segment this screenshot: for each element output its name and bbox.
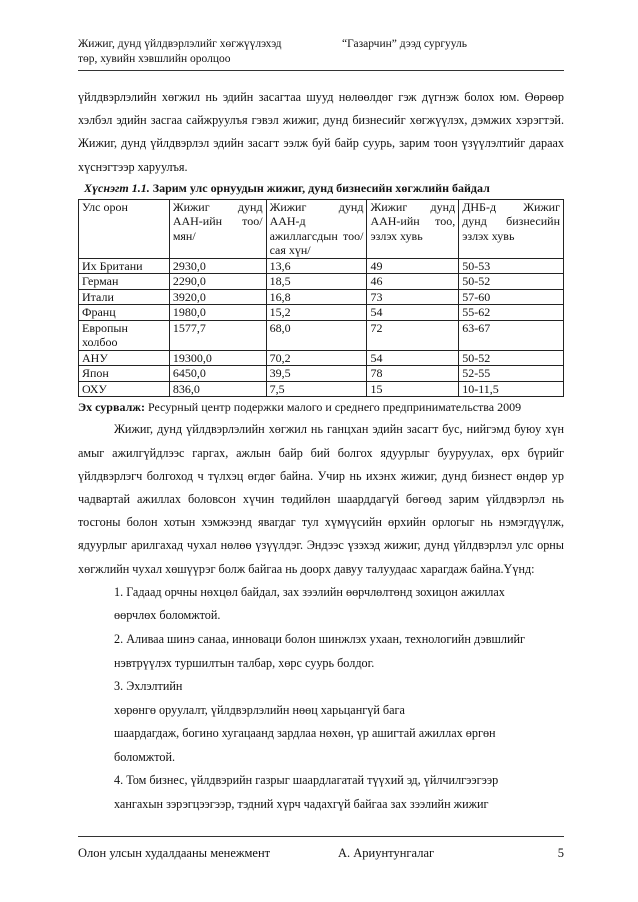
list-line: нэвтрүүлэх туршилтын талбар, хөрс суурь болдог. (114, 655, 375, 670)
body-paragraph: Жижиг, дунд үйлдвэрлэлийн хөгжил нь ганцхан эдийн засагт бус, нийгэмд буюу хүн амыг ажилгүйдлээс гаргах, ажлын байр бий болгох ядуурлыг бууруулах, өрх бүрийг үйлдвэрлэгч болгоход ч түлхэц өгдөг байна. Учир нь ихэнх жижиг, дунд бизнест өндөр ур чадвартай ажиллах боловсон хүчин төдийлөн шаарддагүй бөгөөд зарим үйлдвэрлэл нь тосгоны болон хотын хэмжээнд явагдаг тул хүмүүсийн өрхийн орлогыг нь нэмэгдүүлж, ядуурлыг арилгахад чухал нөлөө үзүүлдэг. Эндээс үзэхэд жижиг, дунд үйлдвэрлэл улс орны хөгжлийн чухал хөшүүрэг болж байгаа нь доорх давуу талуудаас харагдаж байна.Үүнд: (78, 422, 564, 576)
list-line: 1. Гадаад орчны нөхцөл байдал, зах зээлийн өөрчлөлтөнд зохицон ажиллах (114, 584, 505, 599)
table-row (79, 274, 564, 290)
table-row (79, 381, 564, 397)
page-content (78, 86, 564, 817)
header-left (78, 37, 348, 67)
header-left-line2: төр, хувийн хэвшлийн оролцоо (78, 53, 231, 65)
source-label: Эх сурвалж: (78, 400, 145, 415)
table-cell: 836,0 (169, 381, 266, 397)
source-text: Ресурный центр подержки малого и среднего предпринимательства 2009 (145, 400, 522, 415)
footer-author: А. Ариунтунгалаг (338, 846, 435, 860)
table-caption-title: Зарим улс орнуудын жижиг, дунд бизнесийн хөгжлийн байдал (152, 180, 490, 195)
table-cell: Япон (79, 366, 170, 382)
header-right: “Газарчин” дээд сургууль (342, 38, 468, 50)
list-line: өөрчлөх боломжтой. (114, 608, 221, 623)
table-cell: 15 (367, 381, 459, 397)
table-cell: 3920,0 (169, 289, 266, 305)
table-cell: 18,5 (266, 274, 367, 290)
table-row (79, 366, 564, 382)
table-caption-number: Хүснэгт 1.1. (84, 180, 150, 195)
table-cell: Герман (79, 274, 170, 290)
header-share: Жижиг дунд ААН-ийн тоо, эзлэх хувь (367, 199, 459, 258)
table-row (79, 289, 564, 305)
intro-paragraph: үйлдвэрлэлийн хөгжил нь эдийн засагтаа шууд нөлөөлдөг гэж дүгнэж болох юм. Өөрөөр хэлбэл эдийн засгаа сайжруулъя гэвэл жижиг, дунд бизнесийг хөгжүүлэх, дэмжих хэрэгтэй. Жижиг, дунд үйлдвэрлэл эдийн засагт ээлж буй байр суурь, зарим тоон үзүүлэлтийг дараах хүснэгтээр харуулъя. (78, 90, 564, 174)
table-cell: 1577,7 (169, 320, 266, 350)
table-cell: 50-52 (459, 274, 564, 290)
table-cell: 7,5 (266, 381, 367, 397)
table-cell: 72 (367, 320, 459, 350)
table-cell: 73 (367, 289, 459, 305)
table-cell: 49 (367, 258, 459, 274)
list-line: 4. Том бизнес, үйлдвэрийн газрыг шаардлагатай түүхий эд, үйлчилгээгээр (114, 773, 499, 788)
table-cell: Их Британи (79, 258, 170, 274)
table-row (79, 350, 564, 366)
list-line: шаардагдаж, богино хугацаанд зардлаа нөхөн, үр ашигтай ажиллах өргөн (114, 726, 496, 741)
table-cell: 55-62 (459, 305, 564, 321)
table-cell: 46 (367, 274, 459, 290)
table-cell: АНУ (79, 350, 170, 366)
table-cell: 2290,0 (169, 274, 266, 290)
header-left-line1: Жижиг, дунд үйлдвэрлэлийг хөгжүүлэхэд (78, 38, 282, 50)
table-cell: Европын холбоо (79, 320, 170, 350)
page-number: 5 (557, 846, 564, 860)
list-line: 2. Аливаа шинэ санаа, инноваци болон шинжлэх ухаан, технологийн дэвшлийг (114, 631, 525, 646)
table-cell: 52-55 (459, 366, 564, 382)
table-row (79, 305, 564, 321)
table-cell: 6450,0 (169, 366, 266, 382)
table-cell: 54 (367, 350, 459, 366)
header-divider (78, 70, 564, 71)
table-cell: 54 (367, 305, 459, 321)
table-header-row (79, 199, 564, 258)
table-cell: 68,0 (266, 320, 367, 350)
footer-divider (78, 836, 564, 837)
table-cell: 39,5 (266, 366, 367, 382)
table-cell: 57-60 (459, 289, 564, 305)
table-cell: 15,2 (266, 305, 367, 321)
header-employees: Жижиг дунд ААН-д ажиллагсдын тоо/сая хүн/ (266, 199, 367, 258)
table-cell: 1980,0 (169, 305, 266, 321)
list-line: боломжтой. (114, 749, 176, 764)
table-caption (84, 179, 564, 197)
table-cell: 13,6 (266, 258, 367, 274)
table-cell: Франц (79, 305, 170, 321)
table-row (79, 258, 564, 274)
table-cell: 63-67 (459, 320, 564, 350)
list-line: хөрөнгө оруулалт, үйлдвэрлэлийн нөөц харьцангүй бага (114, 702, 405, 717)
footer-course: Олон улсын худалдааны менежмент (78, 846, 271, 860)
advantages-list (78, 581, 564, 817)
table-cell: 2930,0 (169, 258, 266, 274)
header-sme-count: Жижиг дунд ААН-ийн тоо/мян/ (169, 199, 266, 258)
sme-table (78, 199, 564, 398)
table-cell: 78 (367, 366, 459, 382)
list-line: хангахын зэрэгцээгээр, тэдний хүрч чадахгүй байгаа зах зээлийн жижиг (114, 797, 489, 812)
table-cell: 16,8 (266, 289, 367, 305)
table-cell: ОХУ (79, 381, 170, 397)
table-cell: 19300,0 (169, 350, 266, 366)
table-cell: 50-53 (459, 258, 564, 274)
table-cell: 70,2 (266, 350, 367, 366)
header-gdp-share: ДНБ-д Жижиг дунд бизнесийн эзлэх хувь (459, 199, 564, 258)
list-line: 3. Эхлэлтийн (114, 679, 183, 694)
header-country: Улс орон (79, 199, 170, 258)
table-cell: Итали (79, 289, 170, 305)
table-row (79, 320, 564, 350)
table-source (78, 398, 564, 416)
table-cell: 10-11,5 (459, 381, 564, 397)
table-cell: 50-52 (459, 350, 564, 366)
